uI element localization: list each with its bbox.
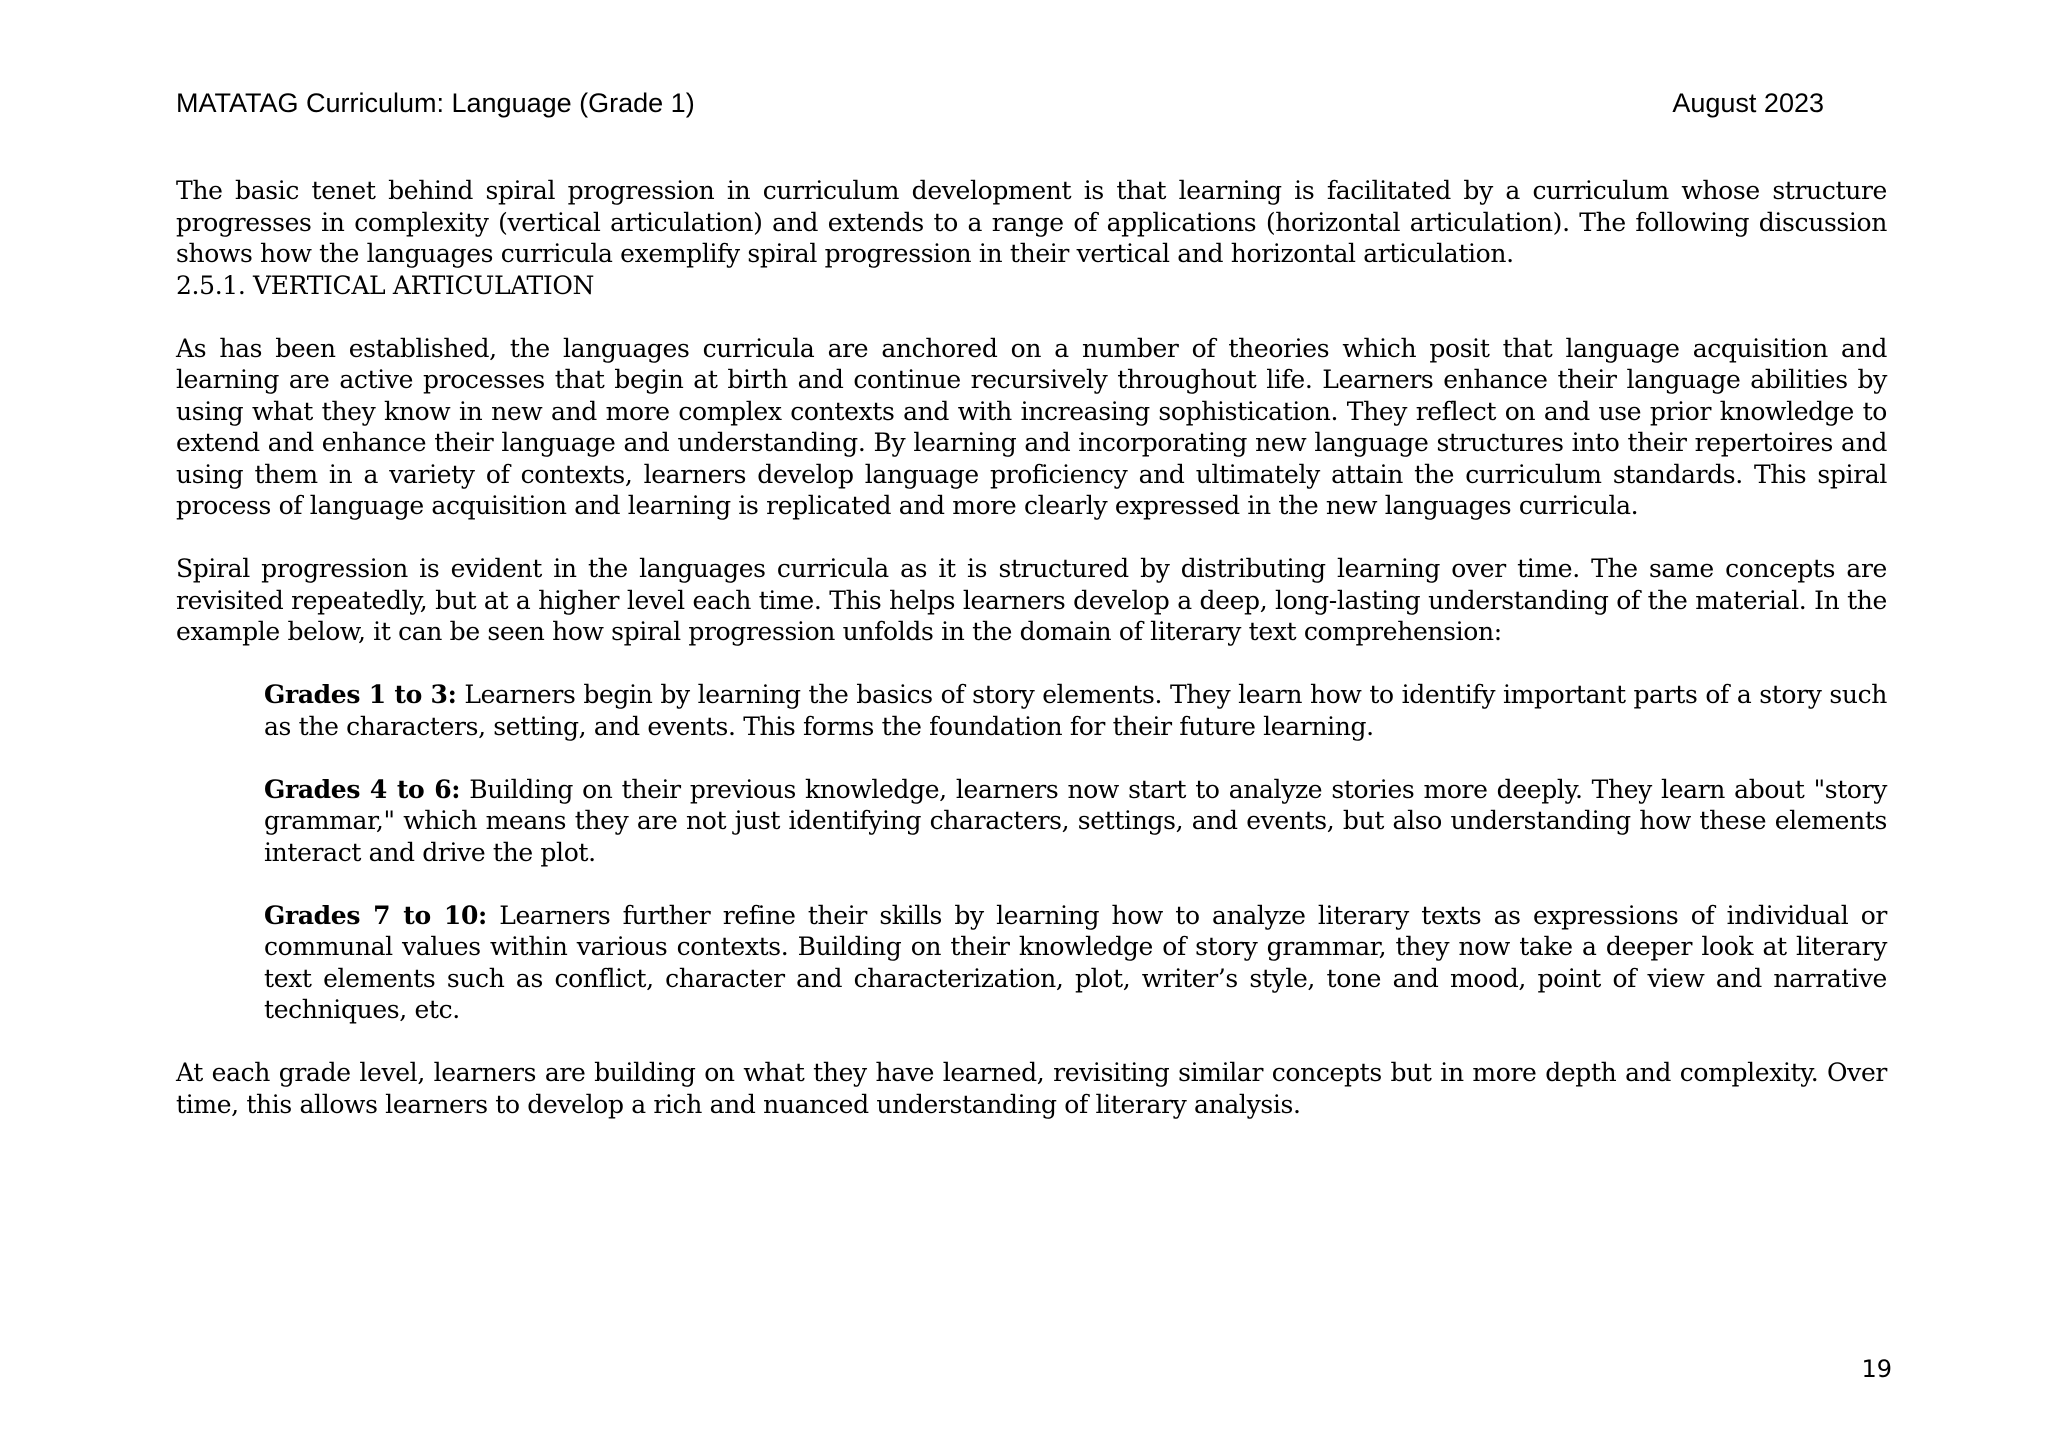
intro-paragraph: The basic tenet behind spiral progression in curriculum development is that learning is facilitated by a curriculum whose structure progresses in complexity (vertical articulation) and extends to a range of applications (horizontal articulation). The following discussion shows how the languages curricula exemplify spiral progression in their vertical and horizontal articulation.: [176, 176, 1887, 268]
page-content: [176, 175, 1887, 1120]
example-label: Grades 1 to 3:: [264, 680, 457, 709]
example-text: Learners further refine their skills by learning how to analyze literary texts as expressions of individual or communal values within various contexts. Building on their knowledge of story grammar, they now take a deeper look at literary text elements such as conflict, character and characterization, plot, writer’s style, tone and mood, point of view and narrative techniques, etc.: [264, 900, 1887, 1024]
section-heading: 2.5.1. VERTICAL ARTICULATION: [176, 270, 595, 300]
example-grades-7-10: [264, 900, 1887, 1026]
theory-paragraph: As has been established, the languages curricula are anchored on a number of theories which posit that language acquisition and learning are active processes that begin at birth and continue recursively throughout life. Learners enhance their language abilities by using what they know in new and more complex contexts and with increasing sophistication. They reflect on and use prior knowledge to extend and enhance their language and understanding. By learning and incorporating new language structures into their repertoires and using them in a variety of contexts, learners develop language proficiency and ultimately attain the curriculum standards. This spiral process of language acquisition and learning is replicated and more clearly expressed in the new languages curricula.: [176, 333, 1887, 520]
page-header: [176, 88, 1824, 124]
conclusion-paragraph: At each grade level, learners are building on what they have learned, revisiting similar concepts but in more depth and complexity. Over time, this allows learners to develop a rich and nuanced understanding of literary analysis.: [176, 1058, 1887, 1119]
example-label: Grades 4 to 6:: [264, 774, 461, 804]
example-label: Grades 7 to 10:: [264, 900, 487, 930]
document-title: MATATAG Curriculum: Language (Grade 1): [176, 88, 695, 118]
page-number: 19: [1861, 1355, 1892, 1383]
example-text: Building on their previous knowledge, learners now start to analyze stories more deeply. They learn about "story grammar," which means they are not just identifying characters, settings, and events, but also understanding how these elements interact and drive the plot.: [264, 774, 1887, 867]
spiral-paragraph: Spiral progression is evident in the languages curricula as it is structured by distributing learning over time. The same concepts are revisited repeatedly, but at a higher level each time. This helps learners develop a deep, long-lasting understanding of the material. In the example below, it can be seen how spiral progression unfolds in the domain of literary text comprehension:: [176, 554, 1887, 646]
example-text: Learners begin by learning the basics of story elements. They learn how to identify important parts of a story such as the characters, setting, and events. This forms the foundation for their future learning.: [264, 680, 1887, 741]
document-date: August 2023: [1672, 88, 1824, 118]
example-grades-4-6: [264, 774, 1887, 869]
example-grades-1-3: [264, 679, 1887, 742]
